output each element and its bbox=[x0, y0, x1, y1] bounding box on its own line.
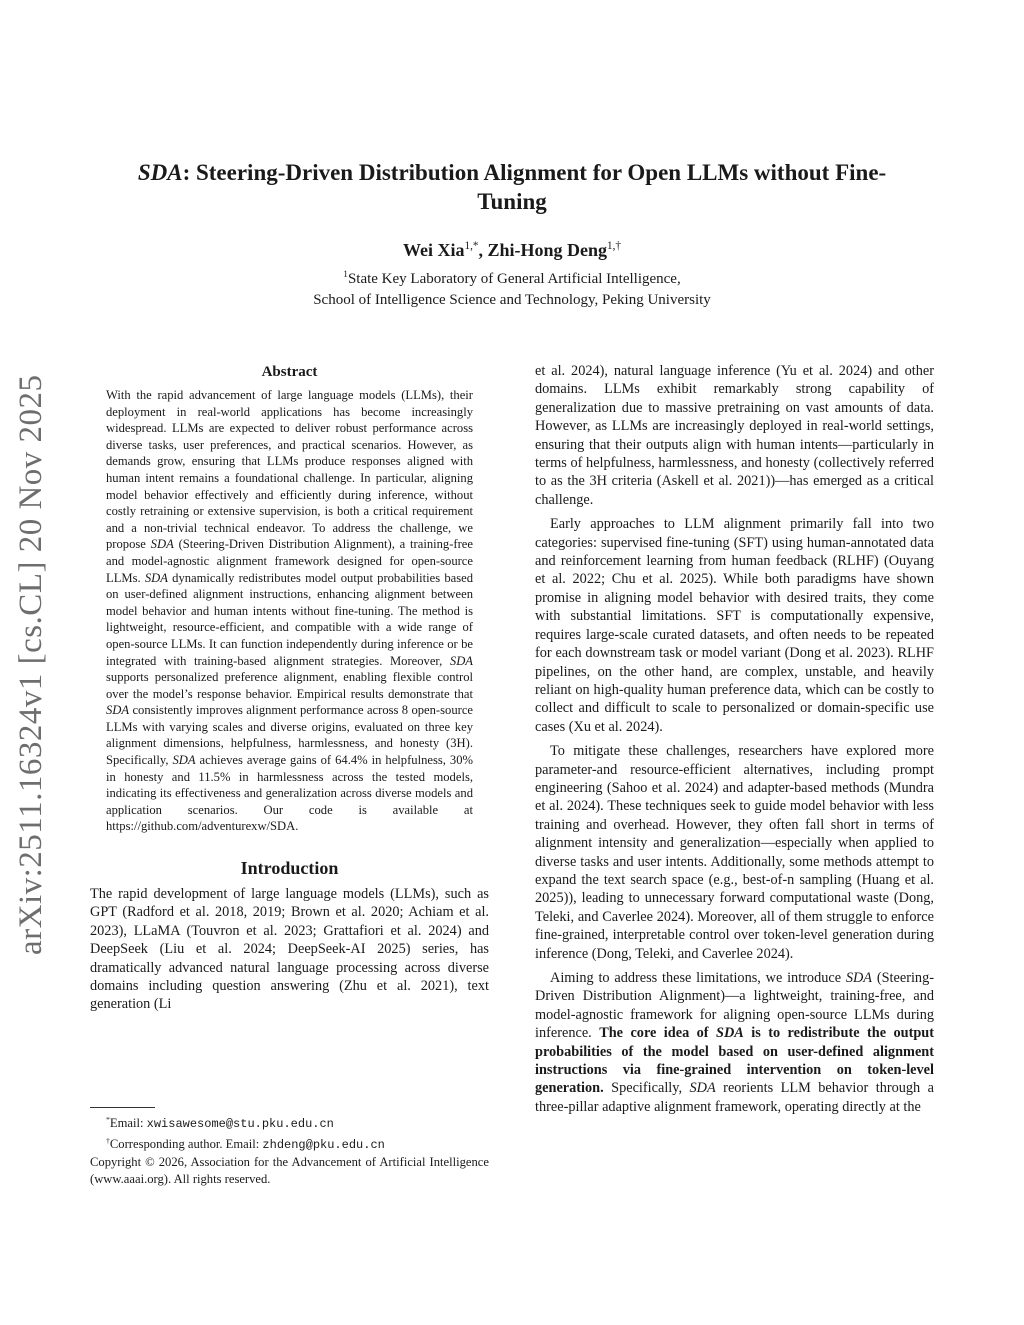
affiliation-line-1 bbox=[200, 265, 824, 290]
affiliation bbox=[200, 265, 824, 311]
footnote-1-mark: * bbox=[106, 1115, 110, 1124]
footnote-1-email: xwisawesome@stu.pku.edu.cn bbox=[146, 1117, 334, 1132]
p4-sda: SDA bbox=[845, 970, 873, 986]
right-paragraph-2: Early approaches to LLM alignment primarily fall into two categories: supervised fine-tuning (SFT) using human-annotated data and reinforcement learning from human feedback (RLHF) (Ouyang et al. 2022; Chu et al. 2025). While both paradigms have shown promise in aligning model behavior with desired traits, they come with substantial limitations. SFT is computationally expensive, requires large-scale curated datasets, and often needs to be repeated for each downstream task or model variant (Dong et al. 2023). RLHF pipelines, on the other hand, are complex, unstable, and heavily reliant on high-quality human preference data, which can be costly to collect and difficult to scale to personalized or domain-specific use cases (Xu et al. 2024). bbox=[535, 516, 934, 735]
footnote-2-label: Corresponding author. Email: bbox=[109, 1136, 263, 1151]
paper-title bbox=[130, 158, 894, 216]
author-1-affil: 1,* bbox=[464, 240, 479, 252]
author-separator: , bbox=[478, 240, 488, 260]
abstract-part-5: consistently improves alignment performance across 8 open-source LLMs with varying scales and diverse origins, evaluated on three key alignment dimensions, helpfulness, harmlessness, and honesty (3H). Specifically, bbox=[106, 703, 473, 768]
introduction-heading: Introduction bbox=[240, 858, 339, 879]
right-column bbox=[535, 362, 934, 1116]
p4-part-c: Specifically, bbox=[603, 1080, 690, 1097]
abstract-part-2: (Steering-Driven Distribution Alignment), a training-free and model-agnostic alignment framework designed for open-source LLMs. bbox=[106, 537, 473, 585]
right-paragraph-1: et al. 2024), natural language inference (Yu et al. 2024) and other domains. LLMs exhibit remarkably strong capability of generalization due to massive pretraining on vast amounts of data. However, as LLMs are increasingly deployed in real-world settings, ensuring that their outputs align with human intents—particularly in terms of helpfulness, harmlessness, and honesty (collectively referred to as the 3H criteria (Askell et al. 2021))—has emerged as a critical challenge. bbox=[535, 363, 934, 508]
affiliation-line-2: School of Intelligence Science and Technology, Peking University bbox=[313, 292, 711, 308]
left-column bbox=[90, 362, 489, 1014]
abstract-part-3: dynamically redistributes model output probabilities based on user-defined alignment instructions, enhancing alignment between model behavior and human intents without fine-tuning. The method is lightweight, resource-efficient, and compatible with a wide range of open-source LLMs. It can function independently during inference or be integrated with training-based alignment strategies. Moreover, bbox=[106, 570, 473, 668]
title-sda: SDA bbox=[137, 160, 183, 185]
abstract-sda-5: SDA bbox=[172, 753, 196, 768]
affiliation-mark: 1 bbox=[343, 270, 348, 280]
p4-part-a: Aiming to address these limitations, we introduce bbox=[550, 970, 846, 986]
introduction-paragraph-1: The rapid development of large language models (LLMs), such as GPT (Radford et al. 2018, 2019; Brown et al. 2020; Achiam et al. 2023), LLaMA (Touvron et al. 2023; Grattafiori et al. 2024) and DeepSeek (Liu et al. 2024; DeepSeek-AI 2025) series, has dramatically advanced natural language processing across diverse domains including question answering (Zhu et al. 2021), text generation (Li bbox=[90, 886, 489, 1013]
right-paragraph-4 bbox=[535, 969, 934, 1116]
copyright-notice: Copyright © 2026, Association for the Advancement of Artificial Intelligence (www.aaai.org). All rights reserved. bbox=[90, 1155, 489, 1186]
right-paragraph-3: To mitigate these challenges, researchers have explored more parameter-and resource-efficient alternatives, including prompt engineering (Sahoo et al. 2024) and adapter-based methods (Mundra et al. 2024). These techniques seek to guide model behavior with less training and overhead. However, they often fall short in terms of alignment intensity and generalization—especially when applied to diverse tasks and user intents. Additionally, some methods attempt to expand the text search space (e.g., best-of-n sampling (Huang et al. 2025)), leading to unnecessary forward computational waste (Dong, Teleki, and Caverlee 2024). Moreover, all of them struggle to enforce fine-grained, interpretable control over token-level generation during inference (Dong, Teleki, and Caverlee 2024). bbox=[535, 743, 934, 962]
p4-sda-2: SDA bbox=[689, 1080, 716, 1097]
authors bbox=[200, 234, 824, 262]
abstract-text bbox=[106, 387, 473, 835]
footnote-2-mark: † bbox=[106, 1135, 110, 1145]
p4-bold-a: The core idea of bbox=[599, 1025, 716, 1042]
p4-bold-sda: SDA bbox=[716, 1025, 744, 1042]
affiliation-line-1-text: State Key Laboratory of General Artificial Intelligence, bbox=[347, 271, 681, 287]
abstract-part-6: achieves average gains of 64.4% in helpfulness, 30% in honesty and 11.5% in harmlessness across the tested models, indicating its effectiveness and generalization across diverse models and application scenarios. Our code is available at https://github.com/adventurexw/SDA. bbox=[106, 753, 473, 834]
author-1: Wei Xia bbox=[403, 240, 465, 260]
abstract-part-1: With the rapid advancement of large language models (LLMs), their deployment in real-world applications has become increasingly widespread. LLMs are expected to deliver robust performance across diverse tasks, user preferences, and practical scenarios. However, as demands grow, ensuring that LLMs produce responses aligned with human intent remains a foundational challenge. In particular, aligning model behavior effectively and efficiently during inference, without costly retraining or extensive supervision, is both a critical requirement and a non-trivial technical endeavor. To address the challenge, we propose bbox=[106, 388, 473, 552]
footnote-1-label: Email: bbox=[109, 1116, 147, 1131]
abstract-heading: Abstract bbox=[261, 364, 318, 380]
abstract-sda-4: SDA bbox=[106, 703, 130, 718]
abstract-sda-2: SDA bbox=[144, 570, 168, 585]
abstract-sda-3: SDA bbox=[449, 653, 473, 668]
p4-part-b: (Steering-Driven Distribution Alignment)—a lightweight, training-free, and model-agnostic framework for aligning open-source LLMs during inference. bbox=[535, 970, 934, 1042]
abstract-sda-1: SDA bbox=[150, 537, 174, 552]
arxiv-identifier: arXiv:2511.16324v1 [cs.CL] 20 Nov 2025 bbox=[13, 374, 49, 955]
abstract-part-4: supports personalized preference alignment, enabling flexible control over the model’s response behavior. Empirical results demonstrate that bbox=[106, 670, 473, 701]
footnotes bbox=[90, 1107, 489, 1187]
footnote-1 bbox=[90, 1112, 489, 1133]
footnote-rule bbox=[90, 1107, 155, 1108]
footnote-2-email: zhdeng@pku.edu.cn bbox=[262, 1137, 385, 1152]
title-text: : Steering-Driven Distribution Alignment for Open LLMs without Fine-Tuning bbox=[182, 160, 887, 214]
p4-part-d: reorients LLM behavior through a three-pillar adaptive alignment framework, operating directly at the bbox=[535, 1080, 934, 1115]
author-2: Zhi-Hong Deng bbox=[487, 240, 608, 260]
author-2-affil: 1,† bbox=[607, 240, 621, 252]
p4-bold-b: is to redistribute the output probabilities of the model based on user-defined alignment instructions via fine-grained intervention on token-level generation. bbox=[535, 1025, 934, 1097]
footnote-2 bbox=[90, 1133, 489, 1154]
